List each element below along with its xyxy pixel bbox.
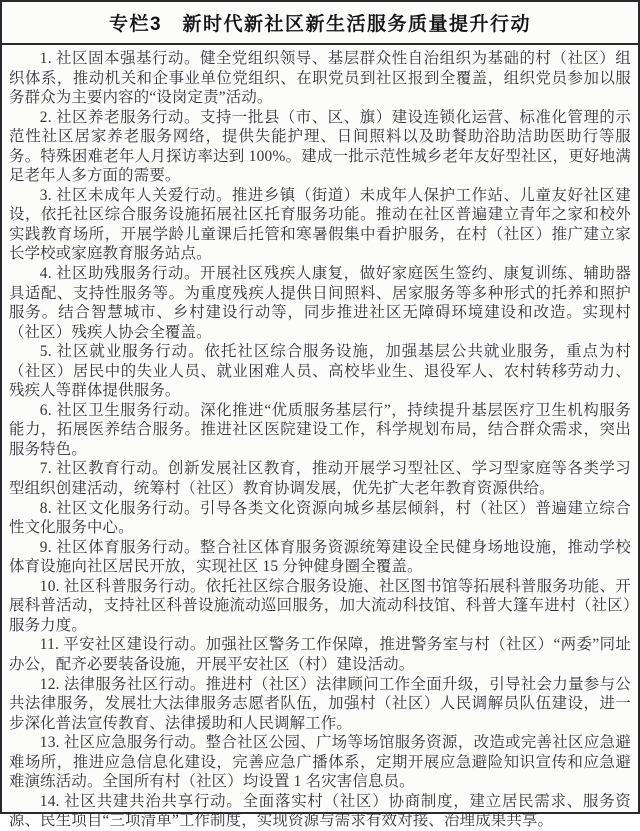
action-paragraph-3: 3. 社区未成年人关爱行动。推进乡镇（街道）未成年人保护工作站、儿童友好社区建设，依托社区综合服务设施拓展社区托育服务功能。推动在社区普遍建立青年之家和校外实践教育场所，开展学龄儿童课后托管和寒暑假集中看护服务，在村（社区）推广建立家长学校或家庭教育服务站点。: [9, 186, 631, 263]
action-paragraph-5: 5. 社区就业服务行动。依托社区综合服务设施，加强基层公共就业服务，重点为村（社区）居民中的失业人员、就业困难人员、高校毕业生、退役军人、农村转移劳动力、残疾人等群体提供服务。: [9, 343, 631, 400]
action-paragraph-14: 14. 社区共建共治共享行动。全面落实村（社区）协商制度，建立居民需求、服务资源、民生项目“三项清单”工作制度，实现资源与需求有效对接、治理成果共享。: [9, 792, 631, 830]
action-paragraph-11: 11. 平安社区建设行动。加强社区警务工作保障，推进警务室与村（社区）“两委”同址办公，配齐必要装备设施，开展平安社区（村）建设活动。: [9, 636, 631, 673]
action-paragraph-9: 9. 社区体育服务行动。整合社区体育服务资源统筹建设全民健身场地设施，推动学校体育设施向社区居民开放，实现社区 15 分钟健身圈全覆盖。: [9, 538, 631, 576]
action-paragraph-6: 6. 社区卫生服务行动。深化推进“优质服务基层行”，持续提升基层医疗卫生机构服务能力，拓展医养结合服务。推进社区医院建设工作，科学规划布局，结合群众需求，突出服务特色。: [9, 401, 631, 458]
action-paragraph-7: 7. 社区教育行动。创新发展社区教育，推动开展学习型社区、学习型家庭等各类学习型组织创建活动，统筹村（社区）教育协调发展，优先扩大老年教育资源供给。: [9, 460, 631, 498]
action-paragraph-10: 10. 社区科普服务行动。依托社区综合服务设施、社区图书馆等拓展科普服务功能、开展科普活动，支持社区科普设施流动巡回服务，加大流动科技馆、科普大篷车进村（社区）服务力度。: [9, 577, 631, 634]
action-paragraph-12: 12. 法律服务社区行动。推进村（社区）法律顾问工作全面升级，引导社会力量参与公共法律服务，发展壮大法律服务志愿者队伍，加强村（社区）人民调解员队伍建设，进一步深化普法宣传教育、法律援助和人民调解工作。: [9, 675, 631, 732]
action-paragraph-2: 2. 社区养老服务行动。支持一批县（市、区、旗）建设连锁化运营、标准化管理的示范性社区居家养老服务网络，提供失能护理、日间照料以及助餐助浴助洁助医助行等服务。特殊困难老年人月探访率达到 100%。建成一批示范性城乡老年友好型社区，更好地满足老年人多方面的需要。: [9, 108, 631, 185]
action-paragraph-1: 1. 社区固本强基行动。健全党组织领导、基层群众性自治组织为基础的村（社区）组织体系，推动机关和企事业单位党组织、在职党员到社区报到全覆盖，组织党员参加以服务群众为主要内容的“设岗定责”活动。: [9, 50, 631, 107]
action-paragraph-8: 8. 社区文化服务行动。引导各类文化资源向城乡基层倾斜，村（社区）普遍建立综合性文化服务中心。: [9, 499, 631, 537]
panel-body: [2, 45, 638, 830]
panel-title-bar: [2, 2, 638, 45]
panel-title: 专栏3 新时代新社区新生活服务质量提升行动: [108, 14, 532, 35]
action-paragraph-4: 4. 社区助残服务行动。开展社区残疾人康复，做好家庭医生签约、康复训练、辅助器具适配、支持性服务等。为重度残疾人提供日间照料、居家服务等多种形式的托养和照护服务。结合智慧城市、乡村建设行动等，同步推进社区无障碍环境建设和改造。实现村（社区）残疾人协会全覆盖。: [9, 265, 631, 341]
action-paragraph-13: 13. 社区应急服务行动。整合社区公园、广场等场馆服务资源，改造或完善社区应急避难场所，推进应急信息化建设，完善应急广播体系，定期开展应急避险知识宣传和应急避难演练活动。全国所有村（社区）均设置 1 名灾害信息员。: [9, 734, 631, 791]
